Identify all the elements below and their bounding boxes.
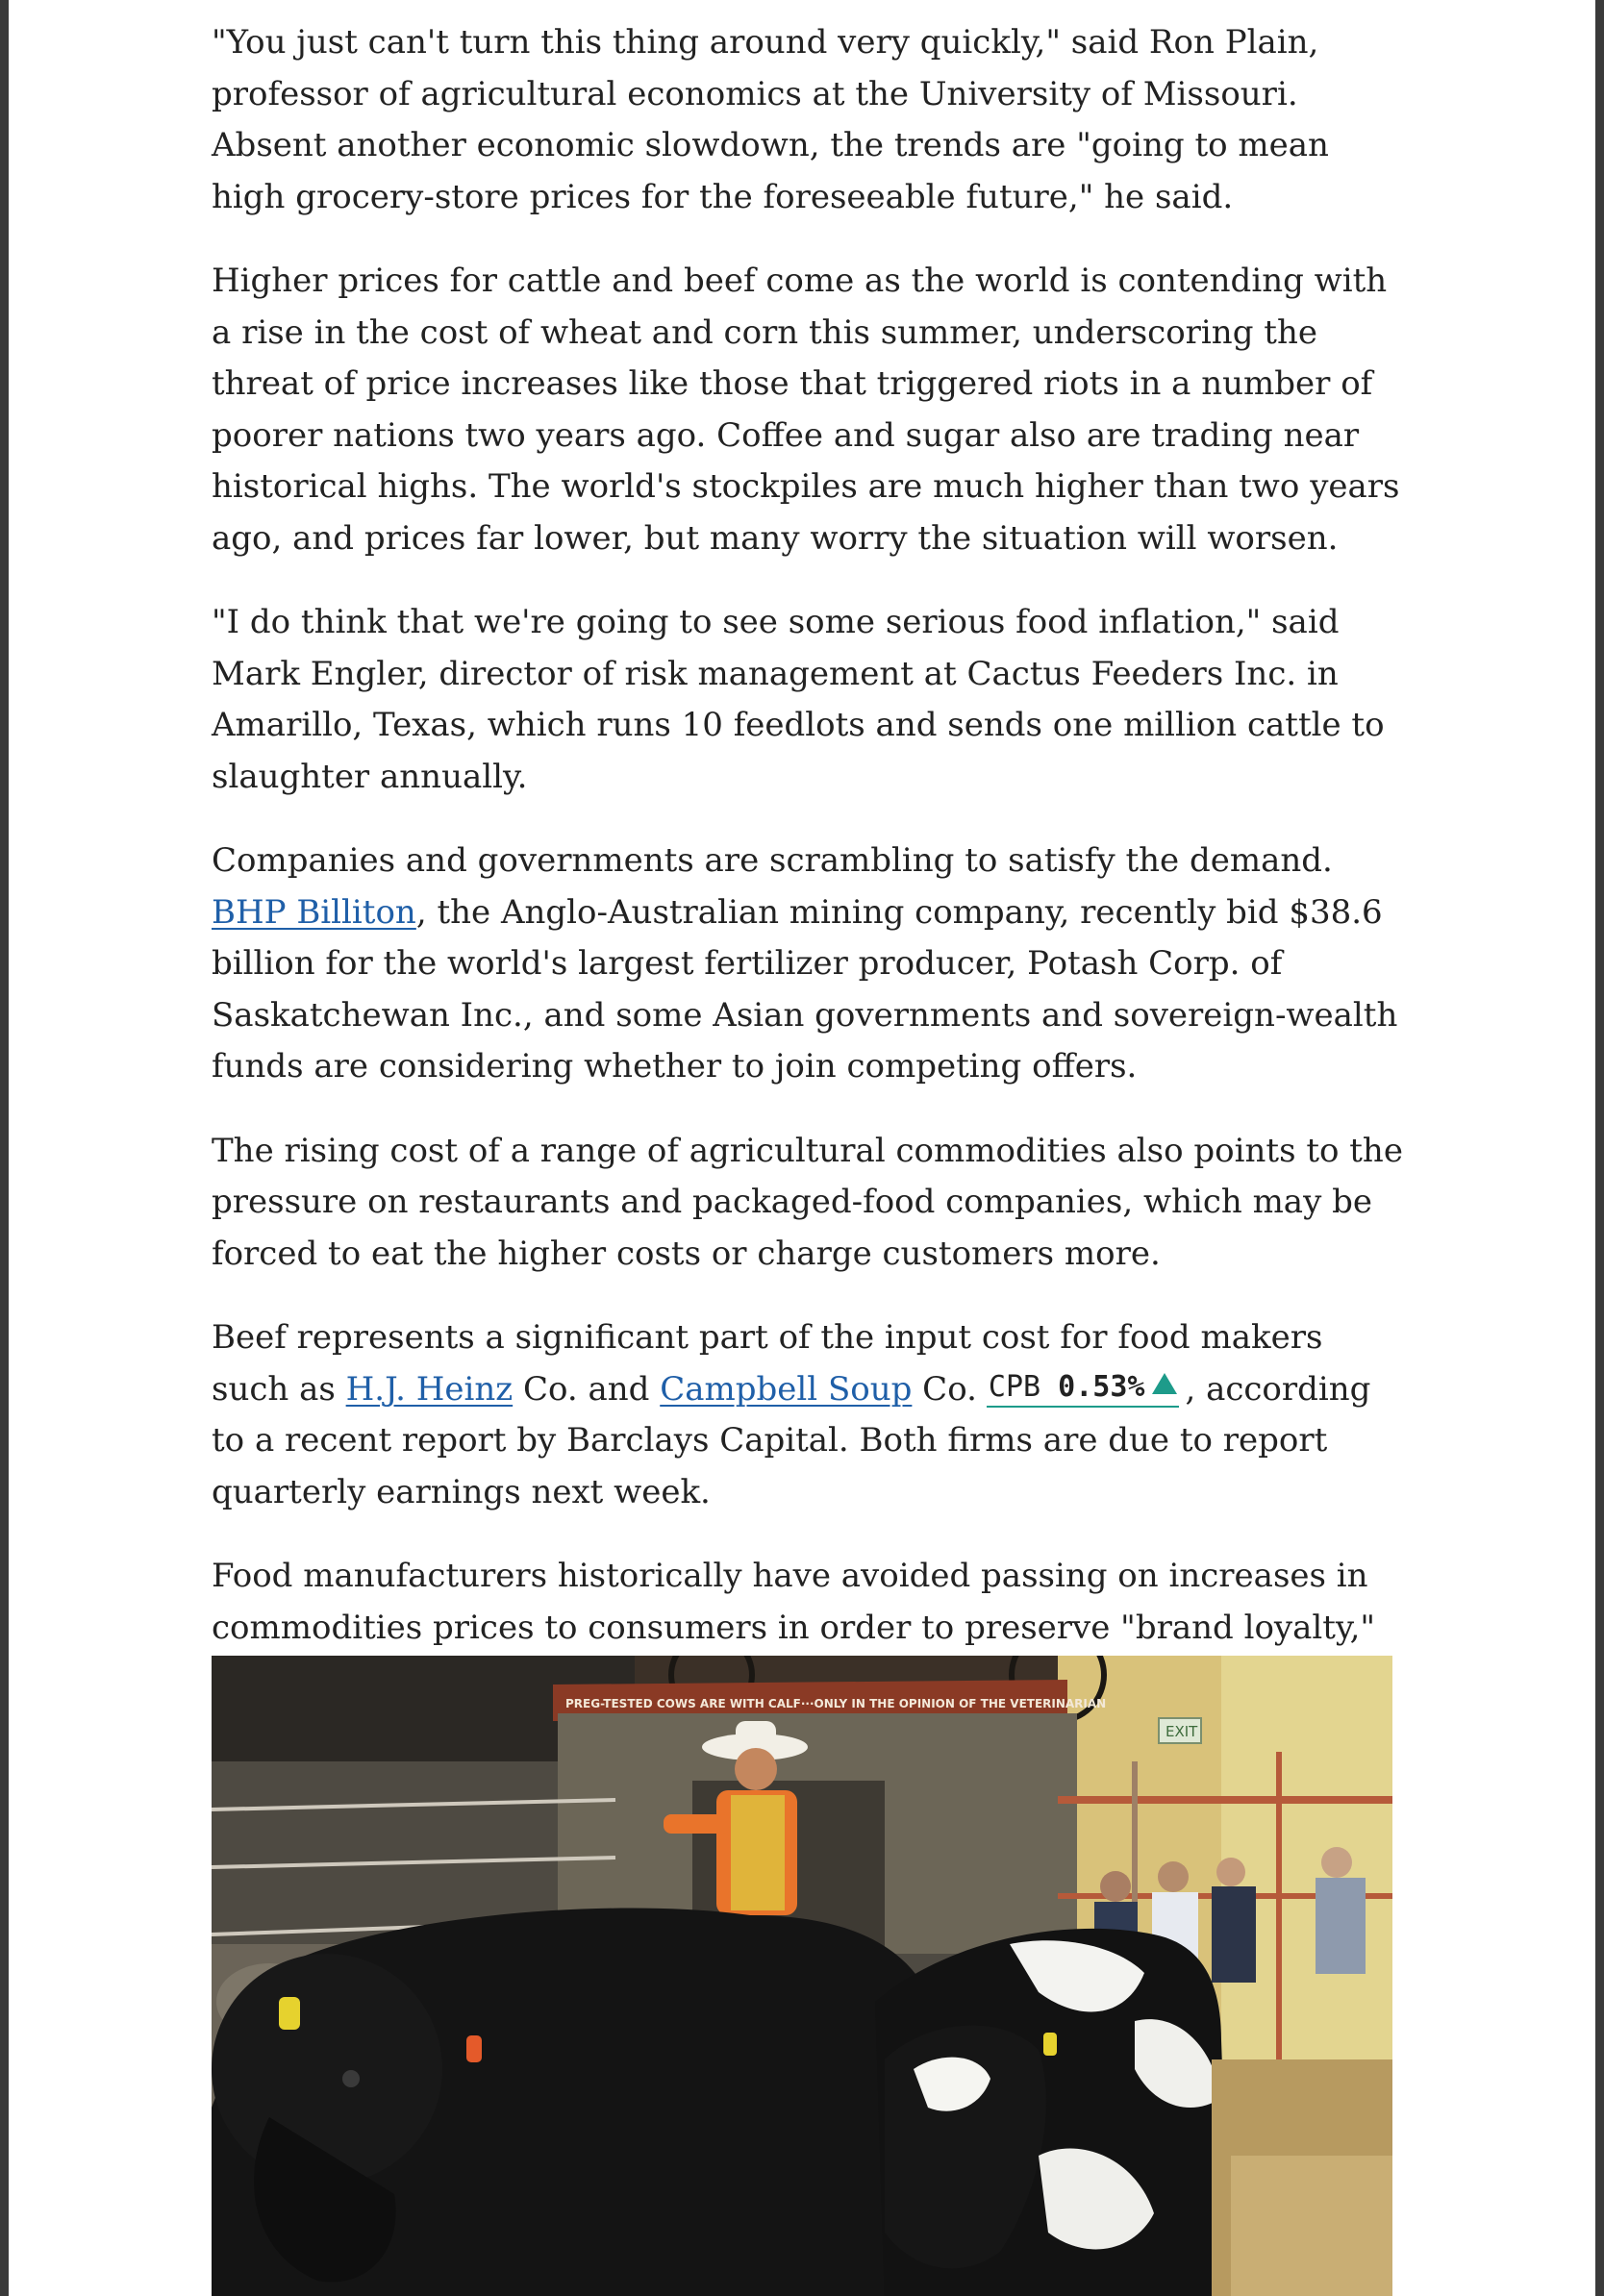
paragraph-6-text-before: Beef represents a significant part of the input cost for food makers such as: [212, 1318, 1323, 1409]
paragraph-4-text-after: , the Anglo-Australian mining company, recently bid $38.6 billion for the world's largest fertilizer producer, Potash Corp. of Saskatchewan Inc., and some Asian governments and sovereign-wealth funds are considering whether to join competing offers.: [212, 892, 1398, 1086]
bhp-billiton-link[interactable]: BHP Billiton: [212, 892, 416, 932]
cattle-auction-photo: [212, 1656, 1392, 2296]
cpb-stock-ticker[interactable]: [987, 1369, 1180, 1408]
ticker-change: 0.53%: [1058, 1369, 1145, 1404]
paragraph-4: [212, 836, 1404, 1093]
up-arrow-icon: [1152, 1373, 1177, 1394]
paragraph-6: [212, 1312, 1404, 1518]
photo-banner-text: PREG-TESTED COWS ARE WITH CALF···ONLY IN THE OPINION OF THE VETERINARIAN: [565, 1697, 1107, 1710]
article-body: [212, 0, 1404, 1789]
paragraph-2: Higher prices for cattle and beef come as the world is contending with a rise in the cost of wheat and corn this summer, underscoring the threat of price increases like those that triggered riots in a number of poorer nations two years ago. Coffee and sugar also are trading near historical highs. The world's stockpiles are much higher than two years ago, and prices far lower, but many worry the situation will worsen.: [212, 262, 1400, 558]
paragraph-4-text-before: Companies and governments are scrambling to satisfy the demand.: [212, 841, 1333, 880]
paragraph-3: "I do think that we're going to see some serious food inflation," said Mark Engler, director of risk management at Cactus Feeders Inc. in Amarillo, Texas, which runs 10 feedlots and sends one million cattle to slaughter annually.: [212, 603, 1385, 796]
paragraph-7: Food manufacturers historically have avoided passing on increases in commodities prices to consumers in order to preserve "brand loyalty,": [212, 1557, 1376, 1647]
paragraph-6-text-middle-1: Co. and: [513, 1369, 661, 1409]
campbell-soup-link[interactable]: Campbell Soup: [660, 1369, 913, 1409]
paragraph-6-text-after: , according to a recent report by Barclays Capital. Both firms are due to report quarterly earnings next week.: [212, 1369, 1371, 1511]
hj-heinz-link[interactable]: H.J. Heinz: [345, 1369, 514, 1409]
paragraph-6-text-middle-2: Co.: [912, 1369, 977, 1409]
page: [9, 0, 1595, 2296]
exit-sign-text: EXIT: [1165, 1723, 1198, 1740]
ticker-symbol: CPB: [988, 1369, 1041, 1404]
paragraph-5: The rising cost of a range of agricultural commodities also points to the pressure on restaurants and packaged-food companies, which may be forced to eat the higher costs or charge customers more.: [212, 1131, 1403, 1273]
paragraph-1: "You just can't turn this thing around very quickly," said Ron Plain, professor of agricultural economics at the University of Missouri. Absent another economic slowdown, the trends are "going to mean high grocery-store prices for the foreseeable future," he said.: [212, 23, 1329, 216]
